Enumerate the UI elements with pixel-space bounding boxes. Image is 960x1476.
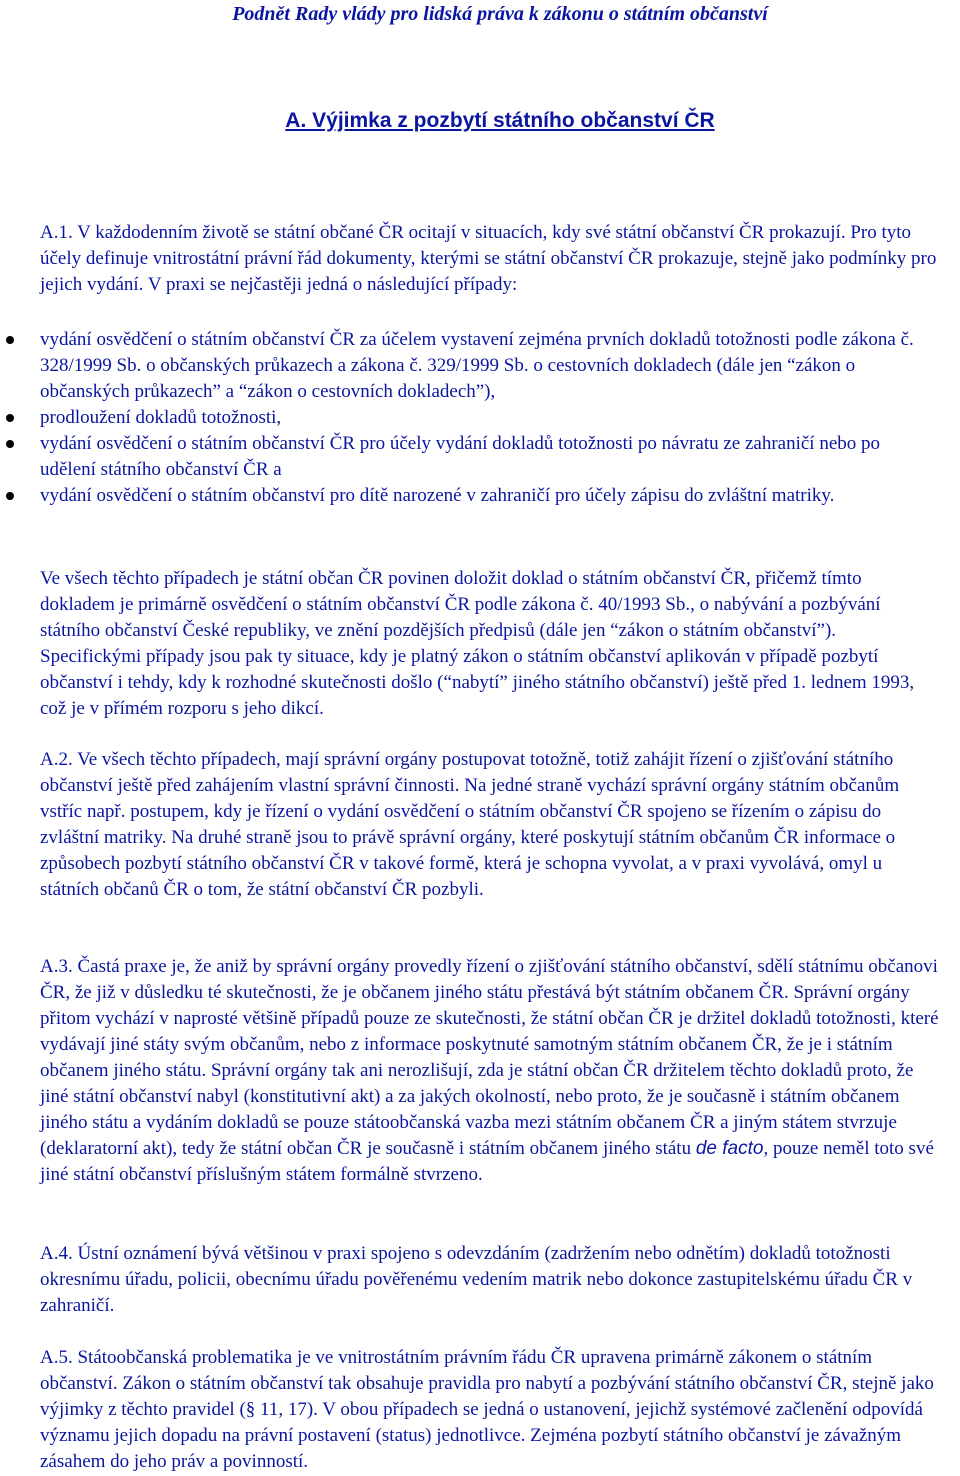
- list-item: [40, 405, 940, 431]
- bullet-icon: [6, 336, 14, 344]
- document-title: Podnět Rady vlády pro lidská práva k zákonu o státním občanství: [232, 3, 768, 25]
- bullet-icon: [6, 414, 14, 422]
- paragraph-all-cases: Ve všech těchto případech je státní občan ČR povinen doložit doklad o státním občanství ČR, přičemž tímto dokladem je primárně osvědčení o státním občanství ČR podle zákona č. 40/1993 Sb., o nabývání a pozbývání státního občanství České republiky, ve znění pozdějších předpisů (dále jen “zákon o státním občanství”). Specifickými případy jsou pak ty situace, kdy je platný zákon o státním občanství aplikován v případě pozbytí občanství i tehdy, kdy k rozhodné skutečnosti došlo (“nabytí” jiného státního občanství) ještě před 1. lednem 1993, což je v přímém rozporu s jeho dikcí.: [40, 568, 915, 719]
- list-item: [40, 483, 940, 509]
- paragraph-a3-italic: de facto: [695, 1138, 764, 1159]
- paragraph-a1: A.1. V každodenním životě se státní občané ČR ocitají v situacích, kdy své státní občanství ČR prokazují. Pro tyto účely definuje vnitrostátní právní řád dokumenty, kterými se státní občanství ČR prokazuje, stejně jako podmínky pro jejich vydání. V praxi se nejčastěji jedná o následující případy:: [40, 222, 937, 295]
- list-item-text: vydání osvědčení o státním občanství ČR pro účely vydání dokladů totožnosti po návratu ze zahraničí nebo po udělení státního občanství ČR a: [40, 433, 881, 480]
- bullet-list: [40, 327, 940, 509]
- paragraph-a3-text-end: , pouze neměl toto své jiné státní občanství příslušným státem formálně stvrzeno.: [40, 1138, 934, 1185]
- list-item: [40, 327, 940, 405]
- list-item: [40, 431, 940, 483]
- paragraph-a2: A.2. Ve všech těchto případech, mají správní orgány postupovat totožně, totiž zahájit řízení o zjišťování státního občanství ještě před zahájením vlastní správní činnosti. Na jedné straně vychází správní orgány státním občanům vstříc např. postupem, kdy je řízení o vydání osvědčení o státním občanství ČR spojeno se řízením o zápisu do zvláštní matriky. Na druhé straně jsou to právě správní orgány, které poskytují státním občanům ČR informace o způsobech pozbytí státního občanství ČR v takové formě, která je schopna vyvolat, a v praxi vyvolává, omyl u státních občanů ČR o tom, že státní občanství ČR pozbyli.: [40, 749, 900, 900]
- list-item-text: prodloužení dokladů totožnosti,: [40, 407, 282, 428]
- list-item-text: vydání osvědčení o státním občanství ČR za účelem vystavení zejména prvních dokladů totožnosti podle zákona č. 328/1999 Sb. o občanských průkazech a zákona č. 329/1999 Sb. o cestovních dokladech (dále jen “zákon o občanských průkazech” a “zákon o cestovních dokladech”),: [40, 329, 914, 402]
- bullet-icon: [6, 492, 14, 500]
- paragraph-a3-text: A.3. Častá praxe je, že aniž by správní orgány provedly řízení o zjišťování státního občanství, sdělí státnímu občanovi ČR, že již v důsledku té skutečnosti, že je občanem jiného státu přestává být státním občanem ČR. Správní orgány přitom vychází v naprosté většině případů pouze ze skutečnosti, že státní občan ČR je držitel dokladů totožnosti, které vydávají jiné státy svým občanům, nebo z informace poskytnuté samotným státním občanem ČR, že je i státním občanem jiného státu. Správní orgány tak ani nerozlišují, zda je státní občan ČR držitelem těchto dokladů proto, že jiné státní občanství nabyl (konstitutivní akt) a za jakých okolností, nebo proto, že je současně i státním občanem jiného státu a vydáním dokladů se pouze státoobčanská vazba mezi státním občanem ČR a jiným státem stvrzuje (deklaratorní akt), tedy že státní občan ČR je současně i státním občanem jiného státu: [40, 956, 939, 1159]
- bullet-icon: [6, 440, 14, 448]
- paragraph-a3: [40, 954, 940, 1188]
- section-heading: A. Výjimka z pozbytí státního občanství ČR: [285, 109, 715, 132]
- list-item-text: vydání osvědčení o státním občanství pro dítě narozené v zahraničí pro účely zápisu do zvláštní matriky.: [40, 485, 835, 506]
- paragraph-a5: A.5. Státoobčanská problematika je ve vnitrostátním právním řádu ČR upravena primárně zákonem o státním občanství. Zákon o státním občanství tak obsahuje pravidla pro nabytí a pozbývání státního občanství ČR, stejně jako výjimky z těchto pravidel (§ 11, 17). V obou případech se jedná o ustanovení, jejichž systémové začlenění odpovídá významu jejich dopadu na právní postavení (status) jednotlivce. Zejména pozbytí státního občanství je závažným zásahem do jeho práv a povinností.: [40, 1347, 934, 1472]
- paragraph-a4: A.4. Ústní oznámení bývá většinou v praxi spojeno s odevzdáním (zadržením nebo odnětím) dokladů totožnosti okresnímu úřadu, policii, obecnímu úřadu pověřenému vedením matrik nebo dokonce zastupitelskému úřadu ČR v zahraničí.: [40, 1243, 913, 1316]
